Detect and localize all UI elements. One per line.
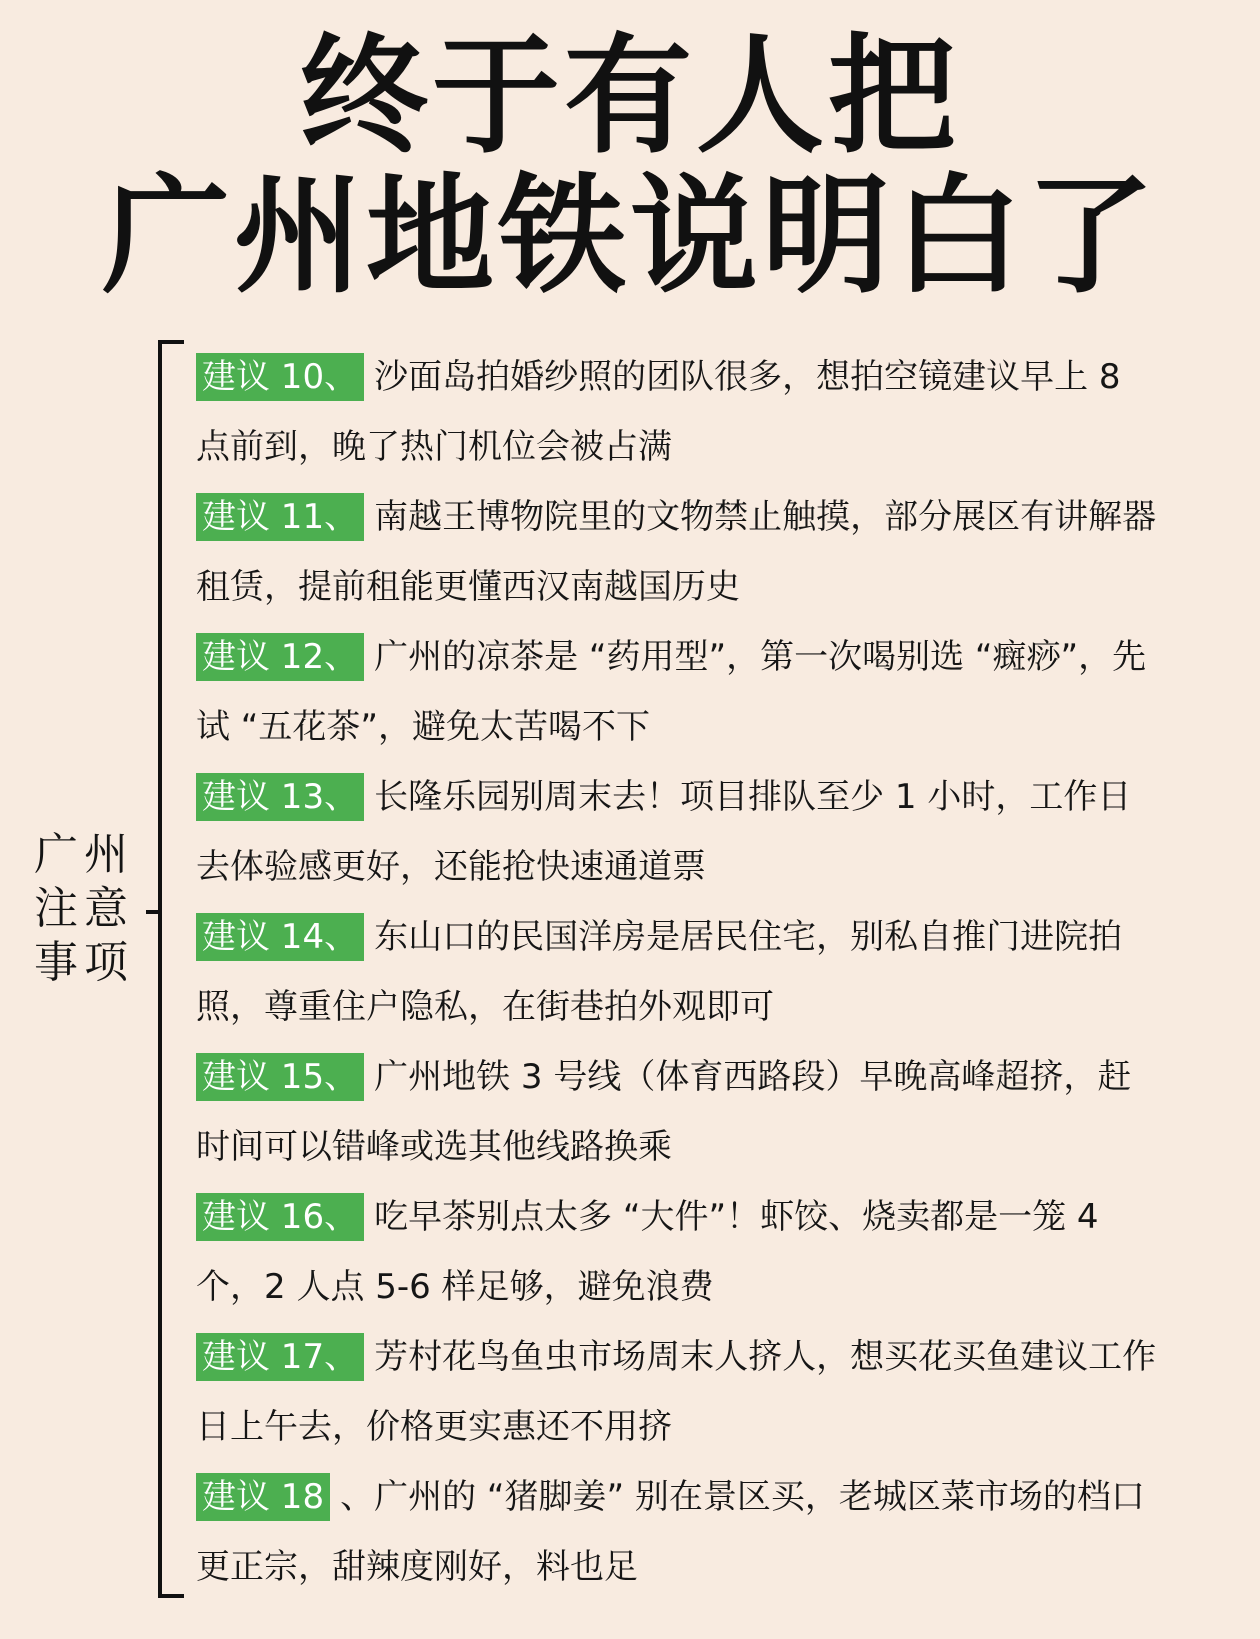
tip-text: 沙面岛拍婚纱照的团队很多，想拍空镜建议早上 8 点前到，晚了热门机位会被占满 — [196, 357, 1121, 467]
tip-tag: 建议 11、 — [196, 493, 364, 541]
tip-tag: 建议 15、 — [196, 1053, 364, 1101]
tip-tag: 建议 18 — [196, 1473, 330, 1521]
tip-tag: 建议 16、 — [196, 1193, 364, 1241]
side-label-line-3: 事项 — [34, 937, 134, 988]
tip-tag: 建议 14、 — [196, 913, 364, 961]
bracket-line — [158, 340, 162, 1598]
tip-item — [196, 1322, 1164, 1462]
tip-text: 芳村花鸟鱼虫市场周末人挤人，想买花买鱼建议工作日上午去，价格更实惠还不用挤 — [196, 1337, 1157, 1447]
bracket-tick — [146, 910, 160, 914]
side-label — [30, 828, 138, 990]
tip-tag: 建议 13、 — [196, 773, 364, 821]
tip-text: 南越王博物院里的文物禁止触摸，部分展区有讲解器租赁，提前租能更懂西汉南越国历史 — [196, 497, 1157, 607]
tip-text: 广州地铁 3 号线（体育西路段）早晚高峰超挤，赶时间可以错峰或选其他线路换乘 — [196, 1057, 1132, 1167]
page-title-line-1: 终于有人把 — [299, 22, 960, 171]
tip-item — [196, 1462, 1164, 1602]
tip-text: 东山口的民国洋房是居民住宅，别私自推门进院拍照，尊重住户隐私，在街巷拍外观即可 — [196, 917, 1123, 1027]
bracket-top-cap — [158, 340, 184, 344]
tip-text: 长隆乐园别周末去！项目排队至少 1 小时，工作日去体验感更好，还能抢快速通道票 — [196, 777, 1132, 887]
tip-item — [196, 342, 1164, 482]
side-label-line-2: 注意 — [34, 883, 134, 934]
tip-item — [196, 1182, 1164, 1322]
tips-list — [196, 342, 1164, 1602]
tip-text: 广州的凉茶是 “药用型”，第一次喝别选 “癍痧”，先试 “五花茶”，避免太苦喝不下 — [196, 637, 1147, 747]
tip-tag: 建议 10、 — [196, 353, 364, 401]
side-label-line-1: 广州 — [34, 829, 134, 880]
tip-item — [196, 482, 1164, 622]
tip-text: 、广州的 “猪脚姜” 别在景区买，老城区菜市场的档口更正宗，甜辣度刚好，料也足 — [196, 1477, 1145, 1587]
bracket-bottom-cap — [158, 1594, 184, 1598]
tip-tag: 建议 12、 — [196, 633, 364, 681]
tip-item — [196, 762, 1164, 902]
tip-item — [196, 622, 1164, 762]
tip-item — [196, 902, 1164, 1042]
page-title-line-2: 广州地铁说明白了 — [101, 162, 1158, 311]
tip-tag: 建议 17、 — [196, 1333, 364, 1381]
tip-text: 吃早茶别点太多 “大件”！虾饺、烧卖都是一笼 4 个，2 人点 5-6 样足够，避免浪费 — [196, 1197, 1099, 1307]
tip-item — [196, 1042, 1164, 1182]
